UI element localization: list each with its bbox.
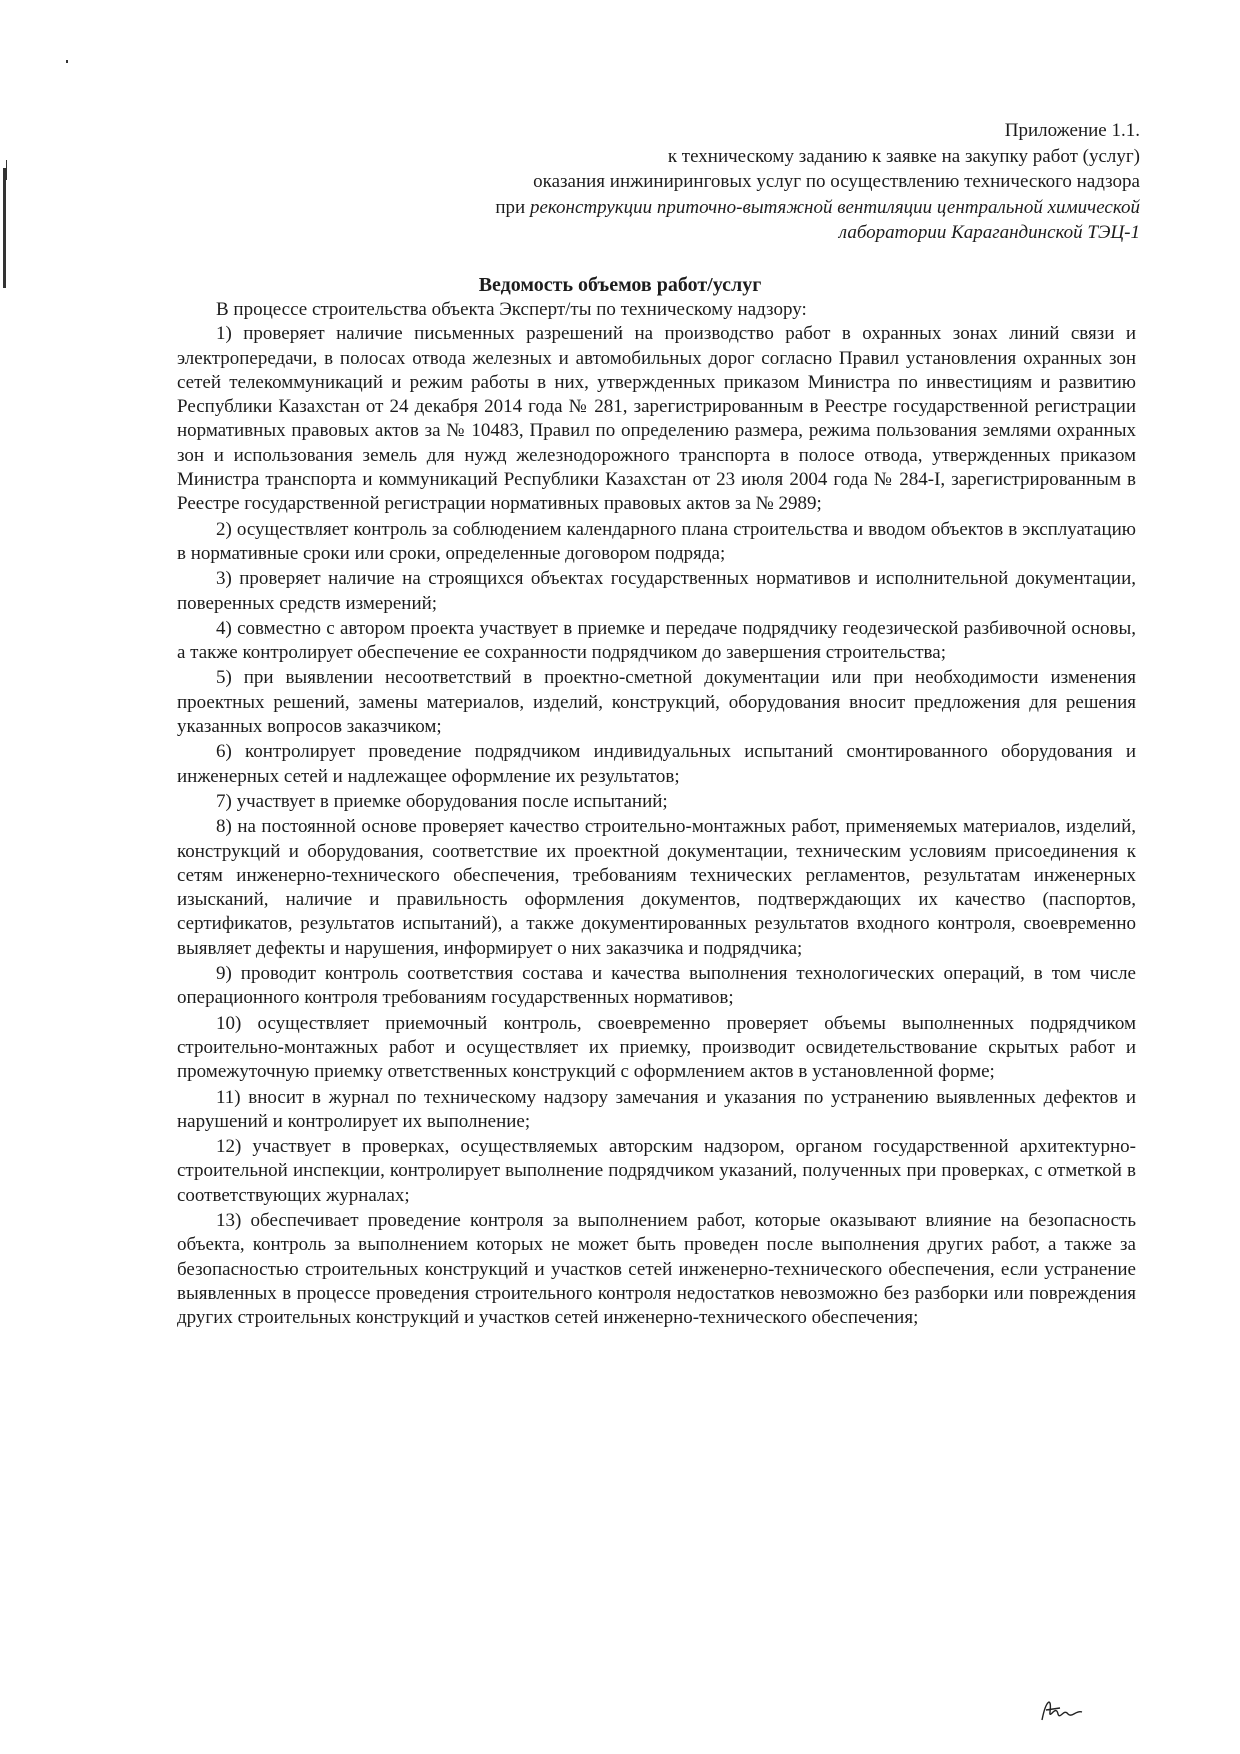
list-item: 4) совместно с автором проекта участвует в приемке и передаче подрядчику геодезической разбивочной основы, а также контролирует обеспечение ее сохранности подрядчиком до завершения строительства; — [177, 617, 1136, 664]
appendix-object-prefix: при — [495, 196, 530, 218]
list-item: 7) участвует в приемке оборудования после испытаний; — [216, 790, 668, 812]
list-item: 3) проверяет наличие на строящихся объектах государственных нормативов и исполнительной документации, поверенных средств измерений; — [177, 568, 1136, 614]
scan-edge-mark — [66, 60, 68, 63]
scan-edge-mark — [3, 168, 6, 288]
list-item: 11) вносит в журнал по техническому надзору замечания и указания по устранению выявленных дефектов и нарушений и контролирует их выполнение; — [177, 1086, 1136, 1132]
appendix-object-line-2: лаборатории Карагандинской ТЭЦ-1 — [838, 222, 1140, 243]
list-item: 5) при выявлении несоответствий в проектно-сметной документации или при необходимости изменения проектных решений, замены материалов, изделий, конструкций, оборудования вносит предложения для решения указанных вопросов заказчиком; — [177, 667, 1136, 738]
list-item: 2) осуществляет контроль за соблюдением календарного плана строительства и вводом объектов в эксплуатацию в нормативные сроки или сроки, определенные договором подряда; — [177, 518, 1136, 564]
intro-paragraph: В процессе строительства объекта Эксперт/ты по техническому надзору: — [216, 299, 807, 320]
appendix-object-italic: реконструкции приточно-вытяжной вентиляции центральной химической — [529, 196, 1140, 218]
list-item: 8) на постоянной основе проверяет качество строительно-монтажных работ, применяемых материалов, изделий, конструкций и оборудования, соответствие их проектной документации, техническим условиям присоединения к сетям инженерно-технического обеспечения, требованиям технических регламентов, результатам инженерных изысканий, наличие и правильность оформления документов, подтверждающих их качество (паспортов, сертификатов, результатов испытаний), а также документированных результатов входного контроля, своевременно выявляет дефекты и нарушения, информирует о них заказчика и подрядчика; — [177, 816, 1136, 959]
list-item: 10) осуществляет приемочный контроль, своевременно проверяет объемы выполненных подрядчиком строительно-монтажных работ и осуществляет их приемку, производит освидетельствование скрытых работ и промежуточную приемку ответственных конструкций с оформлением актов в установленной форме; — [177, 1012, 1136, 1083]
document-title: Ведомость объемов работ/услуг — [478, 274, 762, 296]
scan-edge-mark — [6, 160, 7, 180]
handwritten-signature — [1036, 1690, 1096, 1730]
list-item: 12) участвует в проверках, осуществляемых авторским надзором, органом государственной архитектурно-строительной инспекции, контролирует выполнение подрядчиком указаний, полученных при проверках, с отметкой в соответствующих журналах; — [177, 1136, 1136, 1206]
appendix-number: Приложение 1.1. — [1004, 120, 1140, 141]
appendix-object-line — [240, 195, 1140, 221]
document-body — [177, 298, 1136, 1330]
list-item: 6) контролирует проведение подрядчиком индивидуальных испытаний смонтированного оборудования и инженерных сетей и надлежащее оформление их результатов; — [177, 741, 1136, 787]
appendix-service: оказания инжиниринговых услуг по осуществлению технического надзора — [533, 171, 1140, 192]
appendix-reference: к техническому заданию к заявке на закупку работ (услуг) — [667, 145, 1140, 167]
list-item: 1) проверяет наличие письменных разрешений на производство работ в охранных зонах линий связи и электропередачи, в полосах отвода железных и автомобильных дорог согласно Правил установления охранных зон сетей телекоммуникаций и режим работы в них, утвержденных приказом Министра по инвестициям и развитию Республики Казахстан от 24 декабря 2014 года № 281, зарегистрированным в Реестре государственной регистрации нормативных правовых актов за № 10483, Правил по определению размера, режима пользования землями охранных зон и использования земель для нужд железнодорожного транспорта в полосе отвода, утвержденных приказом Министра транспорта и коммуникаций Республики Казахстан от 23 июля 2004 года № 284-I, зарегистрированным в Реестре государственной регистрации нормативных правовых актов за № 2989; — [177, 323, 1136, 515]
appendix-header — [240, 118, 1140, 246]
list-item: 9) проводит контроль соответствия состава и качества выполнения технологических операций, в том числе операционного контроля требованиям государственных нормативов; — [177, 963, 1136, 1009]
list-item: 13) обеспечивает проведение контроля за выполнением работ, которые оказывают влияние на безопасность объекта, контроль за выполнением которых не может быть проведен после выполнения других работ, а также за безопасностью строительных конструкций и участков сетей инженерно-технического обеспечения, если устранение выявленных в процессе проведения строительного контроля недостатков невозможно без разборки или повреждения других строительных конструкций и участков сетей инженерно-технического обеспечения; — [177, 1209, 1136, 1329]
